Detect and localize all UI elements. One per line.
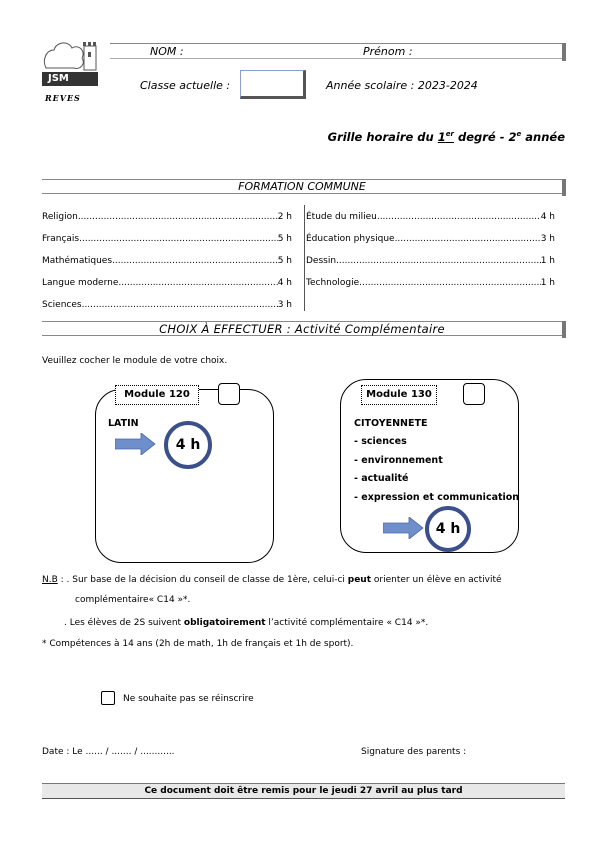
nb-line-2: complémentaire« C14 »*. [75,595,191,605]
list-item: - environnement [354,455,443,466]
module-120-card [95,389,274,563]
list-item: - expression et communication [354,492,520,503]
fc-right-list [306,211,555,289]
arrow-right-icon [383,517,425,539]
classe-input[interactable] [240,70,306,99]
choix-title: CHOIX À EFFECTUER : Activité Complémentaire [159,322,445,336]
module-130-label: Module 130 [361,385,437,405]
reinscrire-checkbox[interactable] [101,691,115,705]
list-item: Étude du milieu ..... 4 h [306,211,555,223]
list-item: Langue moderne ..... 4 h [42,277,292,289]
arrow-right-icon [115,433,157,455]
name-bar [110,43,562,59]
nom-label: NOM : [150,45,184,58]
reinscrire-label: Ne souhaite pas se réinscrire [123,694,254,704]
module-120-subject: LATIN [108,418,139,429]
logo-word: REVES [45,93,81,103]
classe-label: Classe actuelle : [140,79,231,92]
column-divider [304,205,305,311]
module-130-subject: CITOYENNETE [354,418,428,429]
list-item: Sciences ..... 3 h [42,299,292,311]
formation-commune-title: FORMATION COMMUNE [238,180,366,193]
logo-badge: JSM [48,73,69,84]
fc-left-list [42,211,292,311]
annee-label: Année scolaire : 2023-2024 [326,79,478,92]
choix-instruction: Veuillez cocher le module de votre choix. [42,356,228,366]
choix-bar [42,321,562,336]
module-120-label: Module 120 [115,385,199,405]
module-130-checkbox[interactable] [463,383,485,405]
doc-title: Grille horaire du 1er degré - 2e année [327,130,565,144]
list-item: - actualité [354,473,409,484]
prenom-label: Prénom : [363,45,413,58]
nb-line-3: . Les élèves de 2S suivent obligatoirement l’activité complémentaire « C14 »*. [64,618,429,628]
list-item: Éducation physique ..... 3 h [306,233,555,245]
footer-deadline: Ce document doit être remis pour le jeudi 27 avril au plus tard [42,783,565,799]
list-item: Mathématiques ..... 5 h [42,255,292,267]
list-item: Religion ..... 2 h [42,211,292,223]
module-120-hours: 4 h [164,421,212,469]
nb-line-1: N.B : . Sur base de la décision du conseil de classe de 1ère, celui-ci peut orienter un élève en activité [42,575,502,585]
list-item: Dessin ..... 1 h [306,255,555,267]
date-line[interactable]: Date : Le ...... / ....... / ............ [42,747,175,757]
list-item: Technologie ..... 1 h [306,277,555,289]
list-item: - sciences [354,436,407,447]
signature-label: Signature des parents : [361,747,467,757]
formation-commune-bar [42,179,562,194]
module-120-checkbox[interactable] [218,383,240,405]
footnote: * Compétences à 14 ans (2h de math, 1h de français et 1h de sport). [42,639,354,649]
module-130-hours: 4 h [425,506,471,552]
list-item: Français ..... 5 h [42,233,292,245]
